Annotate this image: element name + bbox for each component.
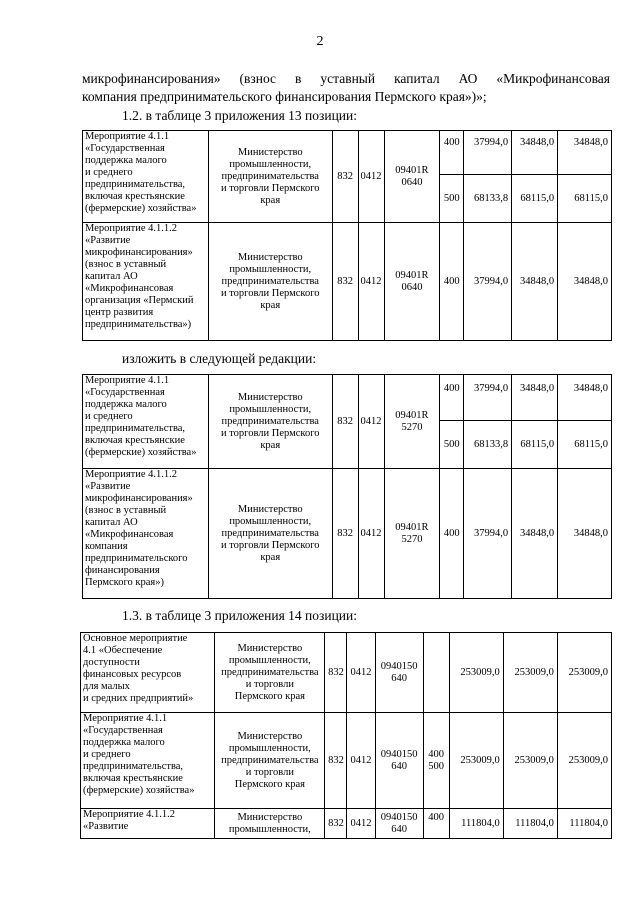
table1-row2-gr: 832 (332, 223, 358, 341)
table1-row2-csr: 09401R 0640 (384, 223, 440, 341)
table3-row1-name: Основное мероприятие 4.1 «Обеспечение доступности финансовых ресурсов для малых и средних предприятий» (81, 633, 215, 713)
table2-row2-v1: 37994,0 (464, 469, 512, 599)
table1-row1-csr: 09401R 0640 (384, 131, 440, 223)
table3-row2-v1: 253009,0 (449, 713, 503, 809)
table3-row2-ministry: Министерство промышленности, предпринимательства и торговли Пермского края (215, 713, 325, 809)
table2-row2-name: Мероприятие 4.1.1.2 «Развитие микрофинансирования» (взнос в уставный капитал АО «Микрофинансовая компания предпринимательского финансирования Пермского края») (83, 469, 209, 599)
table3-row1-v3: 253009,0 (557, 633, 611, 713)
table3-row2-csr: 0940150 640 (375, 713, 423, 809)
table3-row1-v2: 253009,0 (503, 633, 557, 713)
section-heading-edit: изложить в следующей редакции: (122, 351, 317, 366)
table1-row1-ministry: Министерство промышленности, предпринимательства и торговли Пермского края (208, 131, 332, 223)
table1-row2-v3: 34848,0 (558, 223, 612, 341)
table3-row3-vr: 400 (423, 809, 449, 839)
table2-row1-name: Мероприятие 4.1.1 «Государственная поддержка малого и среднего предпринимательства, включая крестьянские (фермерские) хозяйства» (83, 375, 209, 469)
table3-row1-vr (423, 633, 449, 713)
table2-row2-v3: 34848,0 (558, 469, 612, 599)
section-heading-1-3: 1.3. в таблице 3 приложения 14 позиции: (122, 608, 357, 623)
table2-row2-csr: 09401R 5270 (384, 469, 440, 599)
table1-row2-ministry: Министерство промышленности, предпринимательства и торговли Пермского края (208, 223, 332, 341)
intro-line-2: компания предпринимательского финансирования Пермского края»)»; (82, 89, 487, 104)
table2-row1-ministry: Министерство промышленности, предпринимательства и торговли Пермского края (208, 375, 332, 469)
table2-row1-v1-500: 68133,8 (464, 421, 512, 469)
table2-row2-rz: 0412 (358, 469, 384, 599)
table3-row3-rz: 0412 (347, 809, 375, 839)
table1-row1-v1-500: 68133,8 (464, 175, 512, 223)
table1-row2-rz: 0412 (358, 223, 384, 341)
table2-row1-gr: 832 (332, 375, 358, 469)
table1-row1-vr-400: 400 (440, 131, 464, 175)
table2-row2-vr: 400 (440, 469, 464, 599)
table3-row1-gr: 832 (325, 633, 347, 713)
table3-row3-v1: 111804,0 (449, 809, 503, 839)
table1-row2-vr: 400 (440, 223, 464, 341)
table2-row2-gr: 832 (332, 469, 358, 599)
table-original-app13 (82, 130, 612, 341)
table1-row1-rz: 0412 (358, 131, 384, 223)
table-original-app14 (80, 632, 612, 839)
table-new-app13 (82, 374, 612, 599)
table3-row3-name: Мероприятие 4.1.1.2 «Развитие (81, 809, 215, 839)
intro-paragraph (82, 70, 610, 106)
intro-line-1: микрофинансирования» (взнос в уставный капитал АО «Микрофинансовая (82, 71, 610, 86)
table1-row2-v2: 34848,0 (512, 223, 558, 341)
table3-row3-csr: 0940150 640 (375, 809, 423, 839)
table1-row1-v2-400: 34848,0 (512, 131, 558, 175)
table2-row2-v2: 34848,0 (512, 469, 558, 599)
table3-row2-vr: 400 500 (423, 713, 449, 809)
table3-row3-v3: 111804,0 (557, 809, 611, 839)
table1-row1-v2-500: 68115,0 (512, 175, 558, 223)
table3-row2-rz: 0412 (347, 713, 375, 809)
table3-row2-gr: 832 (325, 713, 347, 809)
table1-row1-vr-500: 500 (440, 175, 464, 223)
table3-row3-v2: 111804,0 (503, 809, 557, 839)
table2-row1-v3-400: 34848,0 (558, 375, 612, 421)
table1-row2-v1: 37994,0 (464, 223, 512, 341)
table3-row2-name: Мероприятие 4.1.1 «Государственная поддержка малого и среднего предпринимательства, включая крестьянские (фермерские) хозяйства» (81, 713, 215, 809)
page-number: 2 (316, 34, 324, 49)
table3-row1-csr: 0940150 640 (375, 633, 423, 713)
table2-row1-v2-400: 34848,0 (512, 375, 558, 421)
table2-row1-csr: 09401R 5270 (384, 375, 440, 469)
table2-row1-v2-500: 68115,0 (512, 421, 558, 469)
table3-row1-v1: 253009,0 (449, 633, 503, 713)
table2-row2-ministry: Министерство промышленности, предпринимательства и торговли Пермского края (208, 469, 332, 599)
table1-row1-v3-500: 68115,0 (558, 175, 612, 223)
table1-row1-name: Мероприятие 4.1.1 «Государственная поддержка малого и среднего предпринимательства, включая крестьянские (фермерские) хозяйства» (83, 131, 209, 223)
table2-row1-vr-500: 500 (440, 421, 464, 469)
table3-row3-ministry: Министерство промышленности, (215, 809, 325, 839)
table2-row1-v1-400: 37994,0 (464, 375, 512, 421)
table3-row1-rz: 0412 (347, 633, 375, 713)
table1-row1-gr: 832 (332, 131, 358, 223)
table2-row1-v3-500: 68115,0 (558, 421, 612, 469)
table3-row3-gr: 832 (325, 809, 347, 839)
table1-row1-v3-400: 34848,0 (558, 131, 612, 175)
table2-row1-rz: 0412 (358, 375, 384, 469)
table1-row1-v1-400: 37994,0 (464, 131, 512, 175)
table2-row1-vr-400: 400 (440, 375, 464, 421)
section-heading-1-2: 1.2. в таблице 3 приложения 13 позиции: (122, 108, 357, 123)
table3-row2-v3: 253009,0 (557, 713, 611, 809)
table1-row2-name: Мероприятие 4.1.1.2 «Развитие микрофинансирования» (взнос в уставный капитал АО «Микрофинансовая организация «Пермский центр развития предпринимательства») (83, 223, 209, 341)
table3-row1-ministry: Министерство промышленности, предпринимательства и торговли Пермского края (215, 633, 325, 713)
table3-row2-v2: 253009,0 (503, 713, 557, 809)
